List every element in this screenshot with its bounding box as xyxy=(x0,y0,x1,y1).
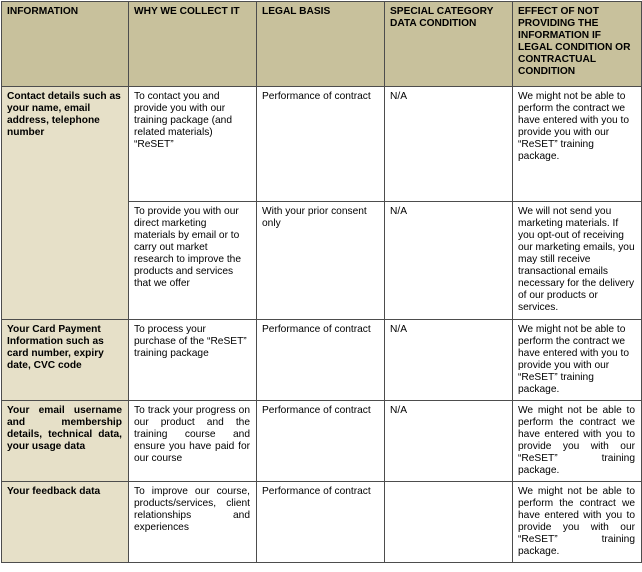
cell-information: Your email username and membership details, technical data, your usage data xyxy=(2,401,129,482)
cell-information: Contact details such as your name, email address, telephone number xyxy=(2,87,129,320)
table-row xyxy=(2,482,642,563)
header-information: INFORMATION xyxy=(2,2,129,87)
cell-effect: We might not be able to perform the contract we have entered with you to provide you with our “ReSET” training package. xyxy=(513,87,642,202)
cell-effect: We will not send you marketing materials. If you opt-out of receiving our marketing emails, you may still receive transactional emails necessary for the delivery of our products or services. xyxy=(513,202,642,320)
header-special-category: SPECIAL CATEGORY DATA CONDITION xyxy=(385,2,513,87)
header-effect-of-not-providing: EFFECT OF NOT PROVIDING THE INFORMATION IF LEGAL CONDITION OR CONTRACTUAL CONDITION xyxy=(513,2,642,87)
cell-legal-basis: Performance of contract xyxy=(257,401,385,482)
cell-special-category: N/A xyxy=(385,202,513,320)
cell-why: To contact you and provide you with our training package (and related materials) “ReSET” xyxy=(129,87,257,202)
table-row xyxy=(2,401,642,482)
header-why-we-collect-it: WHY WE COLLECT IT xyxy=(129,2,257,87)
cell-why: To provide you with our direct marketing materials by email or to carry out market research to improve the products and services that we offer xyxy=(129,202,257,320)
cell-why: To track your progress on our product and the training course and ensure you have paid for our course xyxy=(129,401,257,482)
cell-why: To improve our course, products/services, client relationships and experiences xyxy=(129,482,257,563)
cell-special-category: N/A xyxy=(385,320,513,401)
cell-information: Your feedback data xyxy=(2,482,129,563)
table-row xyxy=(2,87,642,202)
cell-legal-basis: Performance of contract xyxy=(257,320,385,401)
data-collection-table xyxy=(1,1,642,563)
cell-special-category xyxy=(385,482,513,563)
cell-legal-basis: With your prior consent only xyxy=(257,202,385,320)
cell-effect: We might not be able to perform the contract we have entered with you to provide you with our “ReSET” training package. xyxy=(513,320,642,401)
cell-information: Your Card Payment Information such as card number, expiry date, CVC code xyxy=(2,320,129,401)
cell-special-category: N/A xyxy=(385,87,513,202)
cell-why: To process your purchase of the “ReSET” training package xyxy=(129,320,257,401)
cell-effect: We might not be able to perform the contract we have entered with you to provide you with our “ReSET” training package. xyxy=(513,482,642,563)
cell-legal-basis: Performance of contract xyxy=(257,482,385,563)
table-row xyxy=(2,320,642,401)
cell-effect: We might not be able to perform the contract we have entered with you to provide you with our “ReSET” training package. xyxy=(513,401,642,482)
cell-special-category: N/A xyxy=(385,401,513,482)
cell-legal-basis: Performance of contract xyxy=(257,87,385,202)
table-header-row xyxy=(2,2,642,87)
header-legal-basis: LEGAL BASIS xyxy=(257,2,385,87)
